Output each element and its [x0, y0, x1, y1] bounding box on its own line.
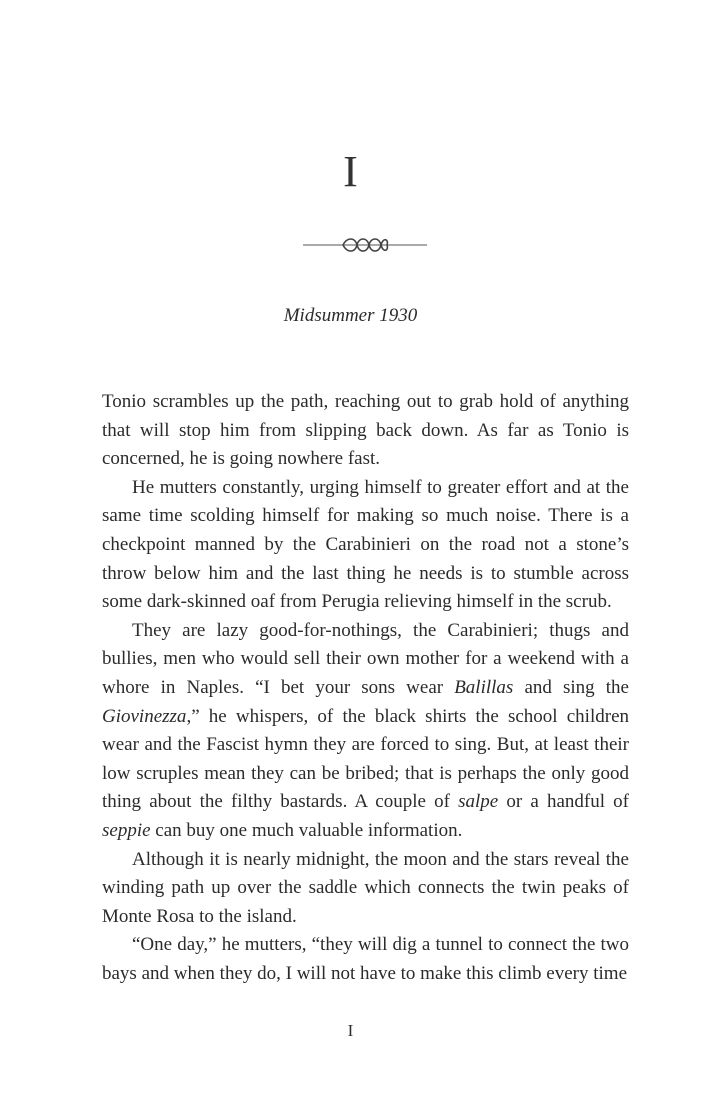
page-number: I: [347, 1021, 354, 1040]
text-run: ,” he whispers, of the black shirts the school children wear and the Fascist hymn they are forced to sing. But, at least their low scruples mean they can be bribed; that is perhaps the only good thing about the filthy bastards. A couple of: [102, 705, 629, 813]
text-run: Although it is nearly midnight, the moon and the stars reveal the winding path up over the saddle which connects the twin peaks of Monte Rosa to the island.: [102, 848, 629, 927]
flourish-divider-icon: [303, 235, 427, 255]
paragraph: [102, 474, 629, 617]
text-run: “One day,” he mutters, “they will dig a tunnel to connect the two bays and when they do, I will not have to make this climb every time: [102, 934, 629, 984]
italic-term: Giovinezza: [102, 705, 187, 727]
paragraph: [102, 617, 629, 846]
paragraph: [102, 846, 629, 932]
chapter-number: I: [343, 147, 358, 196]
paragraph: [102, 388, 629, 474]
text-run: They are lazy good-for-nothings, the Carabinieri; thugs and bullies, men who would sell their own mother for a weekend with a whore in Naples. “I bet your sons wear: [102, 619, 629, 698]
body-text: [102, 388, 629, 988]
italic-term: seppie: [102, 819, 151, 841]
text-run: can buy one much valuable information.: [150, 819, 463, 841]
paragraph: [102, 931, 629, 988]
text-run: Tonio scrambles up the path, reaching out to grab hold of anything that will stop him from slipping back down. As far as Tonio is concerned, he is going nowhere fast.: [102, 391, 629, 470]
text-run: and sing the: [513, 676, 629, 698]
chapter-subtitle: Midsummer 1930: [283, 305, 418, 326]
text-run: He mutters constantly, urging himself to greater effort and at the same time scolding himself for making so much noise. There is a checkpoint manned by the Carabinieri on the road not a stone’s throw below him and the last thing he needs is to stumble across some dark-skinned oaf from Perugia relieving himself in the scrub.: [102, 476, 629, 613]
italic-term: salpe: [458, 791, 499, 813]
text-run: or a handful of: [498, 791, 629, 813]
italic-term: Balillas: [454, 676, 514, 698]
